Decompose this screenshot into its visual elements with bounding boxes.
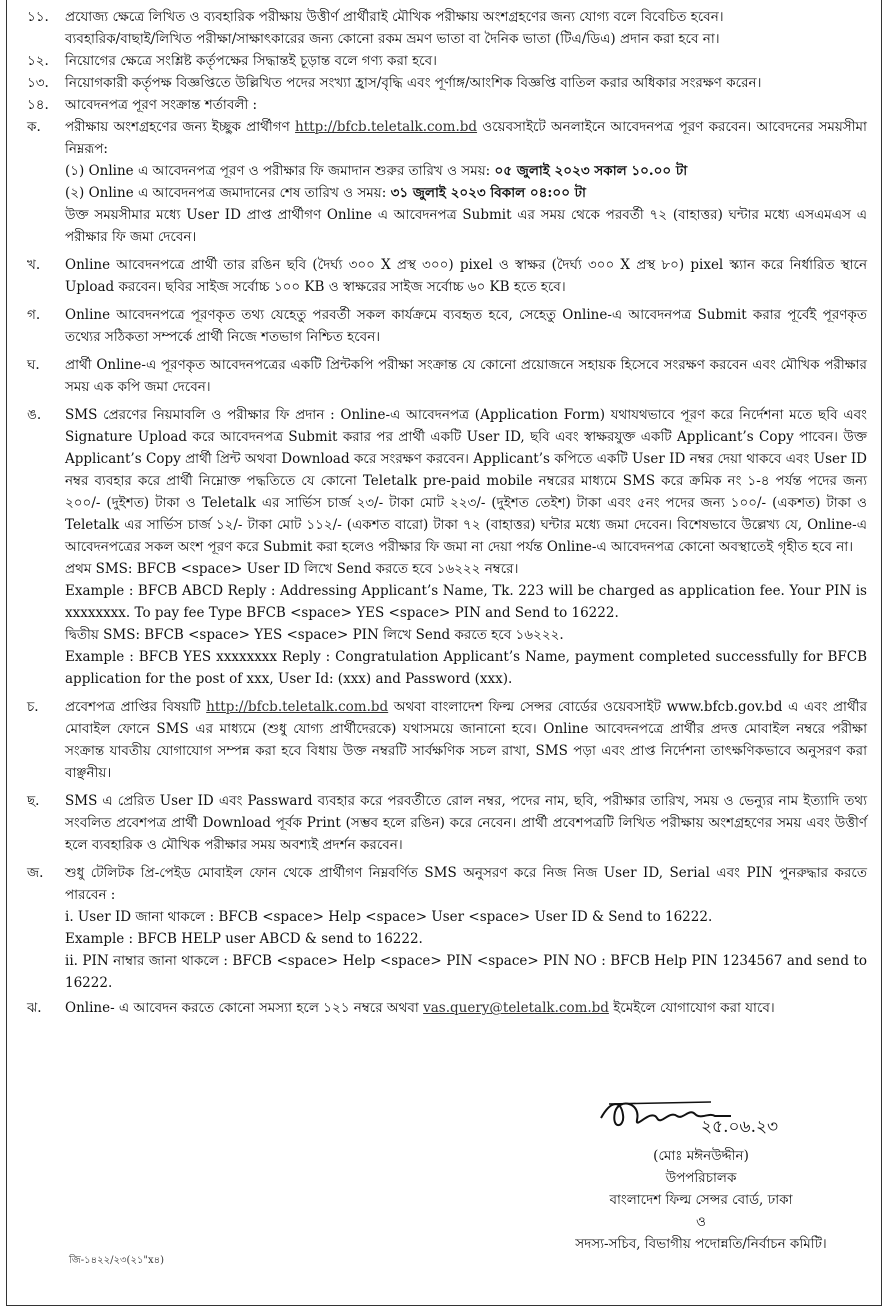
item-marker: ১৪. (27, 97, 49, 113)
item-text: প্রযোজ্য ক্ষেত্রে লিখিত ও ব্যবহারিক পরীক্ষায় উত্তীর্ণ প্রার্থীরাই মৌখিক পরীক্ষায় অংশগ্রহণের জন্য যোগ্য বলে বিবেচিত হবেন। (65, 9, 724, 25)
item-text: নিয়োগের ক্ষেত্রে সংশ্লিষ্ট কর্তৃপক্ষের সিদ্ধান্তই চূড়ান্ত বলে গণ্য করা হবে। (65, 53, 437, 69)
item-ga (7, 304, 881, 348)
item-11 (7, 6, 881, 50)
first-sms-example: Example : BFCB ABCD Reply : Addressing Applicant’s Name, Tk. 223 will be charged as application fee. Your PIN is xxxxxxxx. To pay fee Type BFCB <space> YES <space> PIN and Send to 16222. (65, 583, 867, 621)
first-sms-instruction: প্রথম SMS: BFCB <space> User ID লিখে Send করতে হবে ১৬২২২ নম্বরে। (65, 561, 519, 577)
item-text: উক্ত সময়সীমার মধ্যে User ID প্রাপ্ত প্রার্থীগণ Online এ আবেদনপত্র Submit এর সময় থেকে পরবর্তী ৭২ (বাহাত্তর) ঘন্টার মধ্যে এসএমএস এ পরীক্ষার ফি জমা দেবেন। (65, 207, 867, 245)
item-12 (7, 50, 881, 72)
item-marker: ১২. (27, 53, 49, 69)
second-sms-instruction: দ্বিতীয় SMS: BFCB <space> YES <space> PIN লিখে Send করতে হবে ১৬২২২. (65, 627, 564, 643)
item-text: প্রার্থী Online-এ পূরণকৃত আবেদনপত্রের একটি প্রিন্টকপি পরীক্ষা সংক্রান্ত যে কোনো প্রয়োজনে সহায়ক হিসেবে সংরক্ষণ করবেন এবং মৌখিক পরীক্ষার সময় এক কপি জমা দেবেন। (65, 357, 867, 395)
item-13 (7, 72, 881, 94)
start-date-value: ০৫ জুলাই ২০২৩ সকাল ১০.০০ টা (494, 163, 688, 179)
item-text: SMS এ প্রেরিত User ID এবং Passward ব্যবহার করে পরবর্তীতে রোল নম্বর, পদের নাম, ছবি, পরীক্ষার তারিখ, সময় ও ভেন্যুর নাম ইত্যাদি তথ্য সংবলিত প্রবেশপত্র প্রার্থী Download পূর্বক Print (সম্ভব হলে রঙিন) করে নেবেন। প্রার্থী প্রবেশপত্রটি লিখিত পরীক্ষায় অংশগ্রহণের সময় এবং উত্তীর্ণ হলে ব্যবহারিক ও মৌখিক পরীক্ষার সময় অবশ্যই প্রদর্শন করবেন। (65, 793, 867, 853)
item-marker: ঝ. (27, 1000, 42, 1016)
item-marker: ছ. (27, 793, 40, 809)
item-marker: খ. (27, 257, 41, 273)
second-sms-example: Example : BFCB YES xxxxxxxx Reply : Congratulation Applicant’s Name, payment completed successfully for BFCB application for the post of xxx, User Id: (xxx) and Password (xxx). (65, 649, 867, 687)
item-marker: গ. (27, 307, 41, 323)
item-ka (7, 116, 881, 248)
signatory-and: ও (696, 1214, 706, 1230)
item-14 (7, 94, 881, 116)
document-page (6, 0, 882, 1306)
item-marker: ১১. (27, 9, 49, 25)
item-text: Online আবেদনপত্রে প্রার্থী তার রঙিন ছবি (দৈর্ঘ্য ৩০০ X প্রস্থ ৩০০) pixel ও স্বাক্ষর (দৈর্ঘ্য ৩০০ X প্রস্থ ৮০) pixel স্ক্যান করে নির্ধারিত স্থানে Upload করবেন। ছবির সাইজ সর্বোচ্চ ১০০ KB ও স্বাক্ষরের সাইজ সর্বোচ্চ ৬০ KB হতে হবে। (65, 257, 867, 295)
item-marker: ঙ. (27, 407, 42, 423)
item-text: আবেদনপত্র পূরণ সংক্রান্ত শর্তাবলী : (65, 97, 258, 113)
item-marker: ক. (27, 119, 41, 135)
teletalk-link[interactable]: http://bfcb.teletalk.com.bd (206, 699, 389, 715)
item-jha (7, 997, 881, 1019)
item-text: প্রবেশপত্র প্রাপ্তির বিষয়টি (65, 699, 201, 715)
support-email-link[interactable]: vas.query@teletalk.com.bd (423, 1000, 609, 1016)
recovery-user-id: i. User ID জানা থাকলে : BFCB <space> Help <space> User <space> User ID & Send to 16222. (65, 909, 713, 925)
item-ja (7, 862, 881, 994)
item-chha (7, 790, 881, 856)
item-text: অথবা বাংলাদেশ ফিল্ম সেন্সর বোর্ডের ওয়েবসাইট www.bfcb.gov.bd এ এবং প্রার্থীর মোবাইল ফোনে SMS এর মাধ্যমে (শুধু যোগ্য প্রার্থীদেরকে) যথাসময়ে জানানো হবে। Online আবেদনপত্রে প্রার্থীর প্রদত্ত মোবাইল নম্বরে পরীক্ষা সংক্রান্ত যাবতীয় যোগাযোগ সম্পন্ন করা হবে বিধায় উক্ত নম্বরটি সার্বক্ষণিক সচল রাখা, SMS পড়া এবং প্রাপ্ত নির্দেশনা তাৎক্ষণিকভাবে অনুসরণ করা বাঞ্ছনীয়। (65, 699, 867, 781)
recovery-example: Example : BFCB HELP user ABCD & send to 16222. (65, 931, 423, 947)
signature-block (551, 1090, 851, 1255)
item-text: শুধু টেলিটক প্রি-পেইড মোবাইল ফোন থেকে প্রার্থীগণ নিম্নবর্ণিত SMS অনুসরণ করে নিজ নিজ User ID, Serial এবং PIN পুনরুদ্ধার করতে পারবেন : (65, 865, 867, 903)
item-text: ওয়েবসাইটে অনলাইনে আবেদনপত্র পূরণ করবেন। আবেদনের সময়সীমা নিম্নরূপ: (65, 119, 867, 157)
item-marker: ঘ. (27, 357, 40, 373)
item-cha (7, 696, 881, 784)
signatory-role: সদস্য-সচিব, বিভাগীয় পদোন্নতি/নির্বাচন কমিটি। (575, 1236, 827, 1252)
teletalk-link[interactable]: http://bfcb.teletalk.com.bd (295, 119, 478, 135)
handwritten-signature (551, 1090, 851, 1145)
item-text: Online- এ আবেদন করতে কোনো সমস্যা হলে ১২১ নম্বরে অথবা (65, 1000, 419, 1016)
signatory-name: (মোঃ মঈনউদ্দীন) (653, 1148, 749, 1164)
start-date-label: (১) Online এ আবেদনপত্র পূরণ ও পরীক্ষার ফি জমাদান শুরুর তারিখ ও সময়: (65, 163, 491, 179)
item-marker: চ. (27, 699, 39, 715)
item-text: Online আবেদনপত্রে পূরণকৃত তথ্য যেহেতু পরবর্তী সকল কার্যক্রমে ব্যবহৃত হবে, সেহেতু Online-এ আবেদনপত্র Submit করার পূর্বেই পূরণকৃত তথ্যের সঠিকতা সম্পর্কে প্রার্থী নিজে শতভাগ নিশ্চিত হবেন। (65, 307, 867, 345)
item-text: SMS প্রেরণের নিয়মাবলি ও পরীক্ষার ফি প্রদান : Online-এ আবেদনপত্র (Application Form) যথাযথভাবে পূরণ করে নির্দেশনা মতে ছবি এবং Signature Upload করে আবেদনপত্র Submit করার পর প্রার্থী একটি User ID, ছবি এবং স্বাক্ষরযুক্ত একটি Applicant’s Copy পাবেন। উক্ত Applicant’s Copy প্রার্থী প্রিন্ট অথবা Download করে সংরক্ষণ করবেন। Applicant’s কপিতে একটি User ID নম্বর দেয়া থাকবে এবং User ID নম্বর ব্যবহার করে প্রার্থী নিম্নোক্ত পদ্ধতিতে যে কোনো Teletalk pre-paid mobile নম্বরের মাধ্যমে SMS করে ক্রমিক নং ১-৪ পর্যন্ত পদের জন্য ২০০/- (দুইশত) টাকা ও Teletalk এর সার্ভিস চার্জ ২৩/- টাকা মোট ২২৩/- (দুইশত তেইশ) টাকা এবং ৫নং পদের জন্য ১০০/- (একশত) টাকা ও Teletalk এর সার্ভিস চার্জ ১২/- টাকা মোট ১১২/- (একশত বারো) টাকা ৭২ (বাহাত্তর) ঘন্টার মধ্যে জমা দেবেন। বিশেষভাবে উল্লেখ্য যে, Online-এ আবেদনপত্রের সকল অংশ পূরণ করে Submit করা হলেও পরীক্ষার ফি জমা না দেয়া পর্যন্ত Online-এ আবেদনপত্র কোনো অবস্থাতেই গৃহীত হবে না। (65, 407, 867, 555)
item-uma (7, 404, 881, 690)
signatory-org: বাংলাদেশ ফিল্ম সেন্সর বোর্ড, ঢাকা (609, 1192, 793, 1208)
end-date-value: ৩১ জুলাই ২০২৩ বিকাল ০৪:০০ টা (390, 185, 586, 201)
terms-list (7, 6, 881, 1019)
signatory-title: উপপরিচালক (665, 1170, 737, 1186)
item-kha (7, 254, 881, 298)
print-code: জি-১৪২২/২৩(২১"x৪) (69, 1255, 165, 1266)
item-gha (7, 354, 881, 398)
item-text: ব্যবহারিক/বাছাই/লিখিত পরীক্ষা/সাক্ষাৎকারের জন্য কোনো রকম ভ্রমণ ভাতা বা দৈনিক ভাতা (টিএ/ডিএ) প্রদান করা হবে না। (65, 31, 720, 47)
item-text: নিয়োগকারী কর্তৃপক্ষ বিজ্ঞপ্তিতে উল্লিখিত পদের সংখ্যা হ্রাস/বৃদ্ধি এবং পূর্ণাঙ্গ/আংশিক বিজ্ঞপ্তি বাতিল করার অধিকার সংরক্ষণ করেন। (65, 75, 762, 91)
item-text: পরীক্ষায় অংশগ্রহণের জন্য ইচ্ছুক প্রার্থীগণ (65, 119, 290, 135)
signature-date: ২৫.০৬.২৩ (701, 1117, 779, 1137)
recovery-pin: ii. PIN নাম্বার জানা থাকলে : BFCB <space> Help <space> PIN <space> PIN NO : BFCB Help PIN 1234567 and send to 16222. (65, 953, 867, 991)
item-marker: জ. (27, 865, 44, 881)
end-date-label: (২) Online এ আবেদনপত্র জমাদানের শেষ তারিখ ও সময়: (65, 185, 387, 201)
item-marker: ১৩. (27, 75, 49, 91)
item-text: ইমেইলে যোগাযোগ করা যাবে। (613, 1000, 775, 1016)
